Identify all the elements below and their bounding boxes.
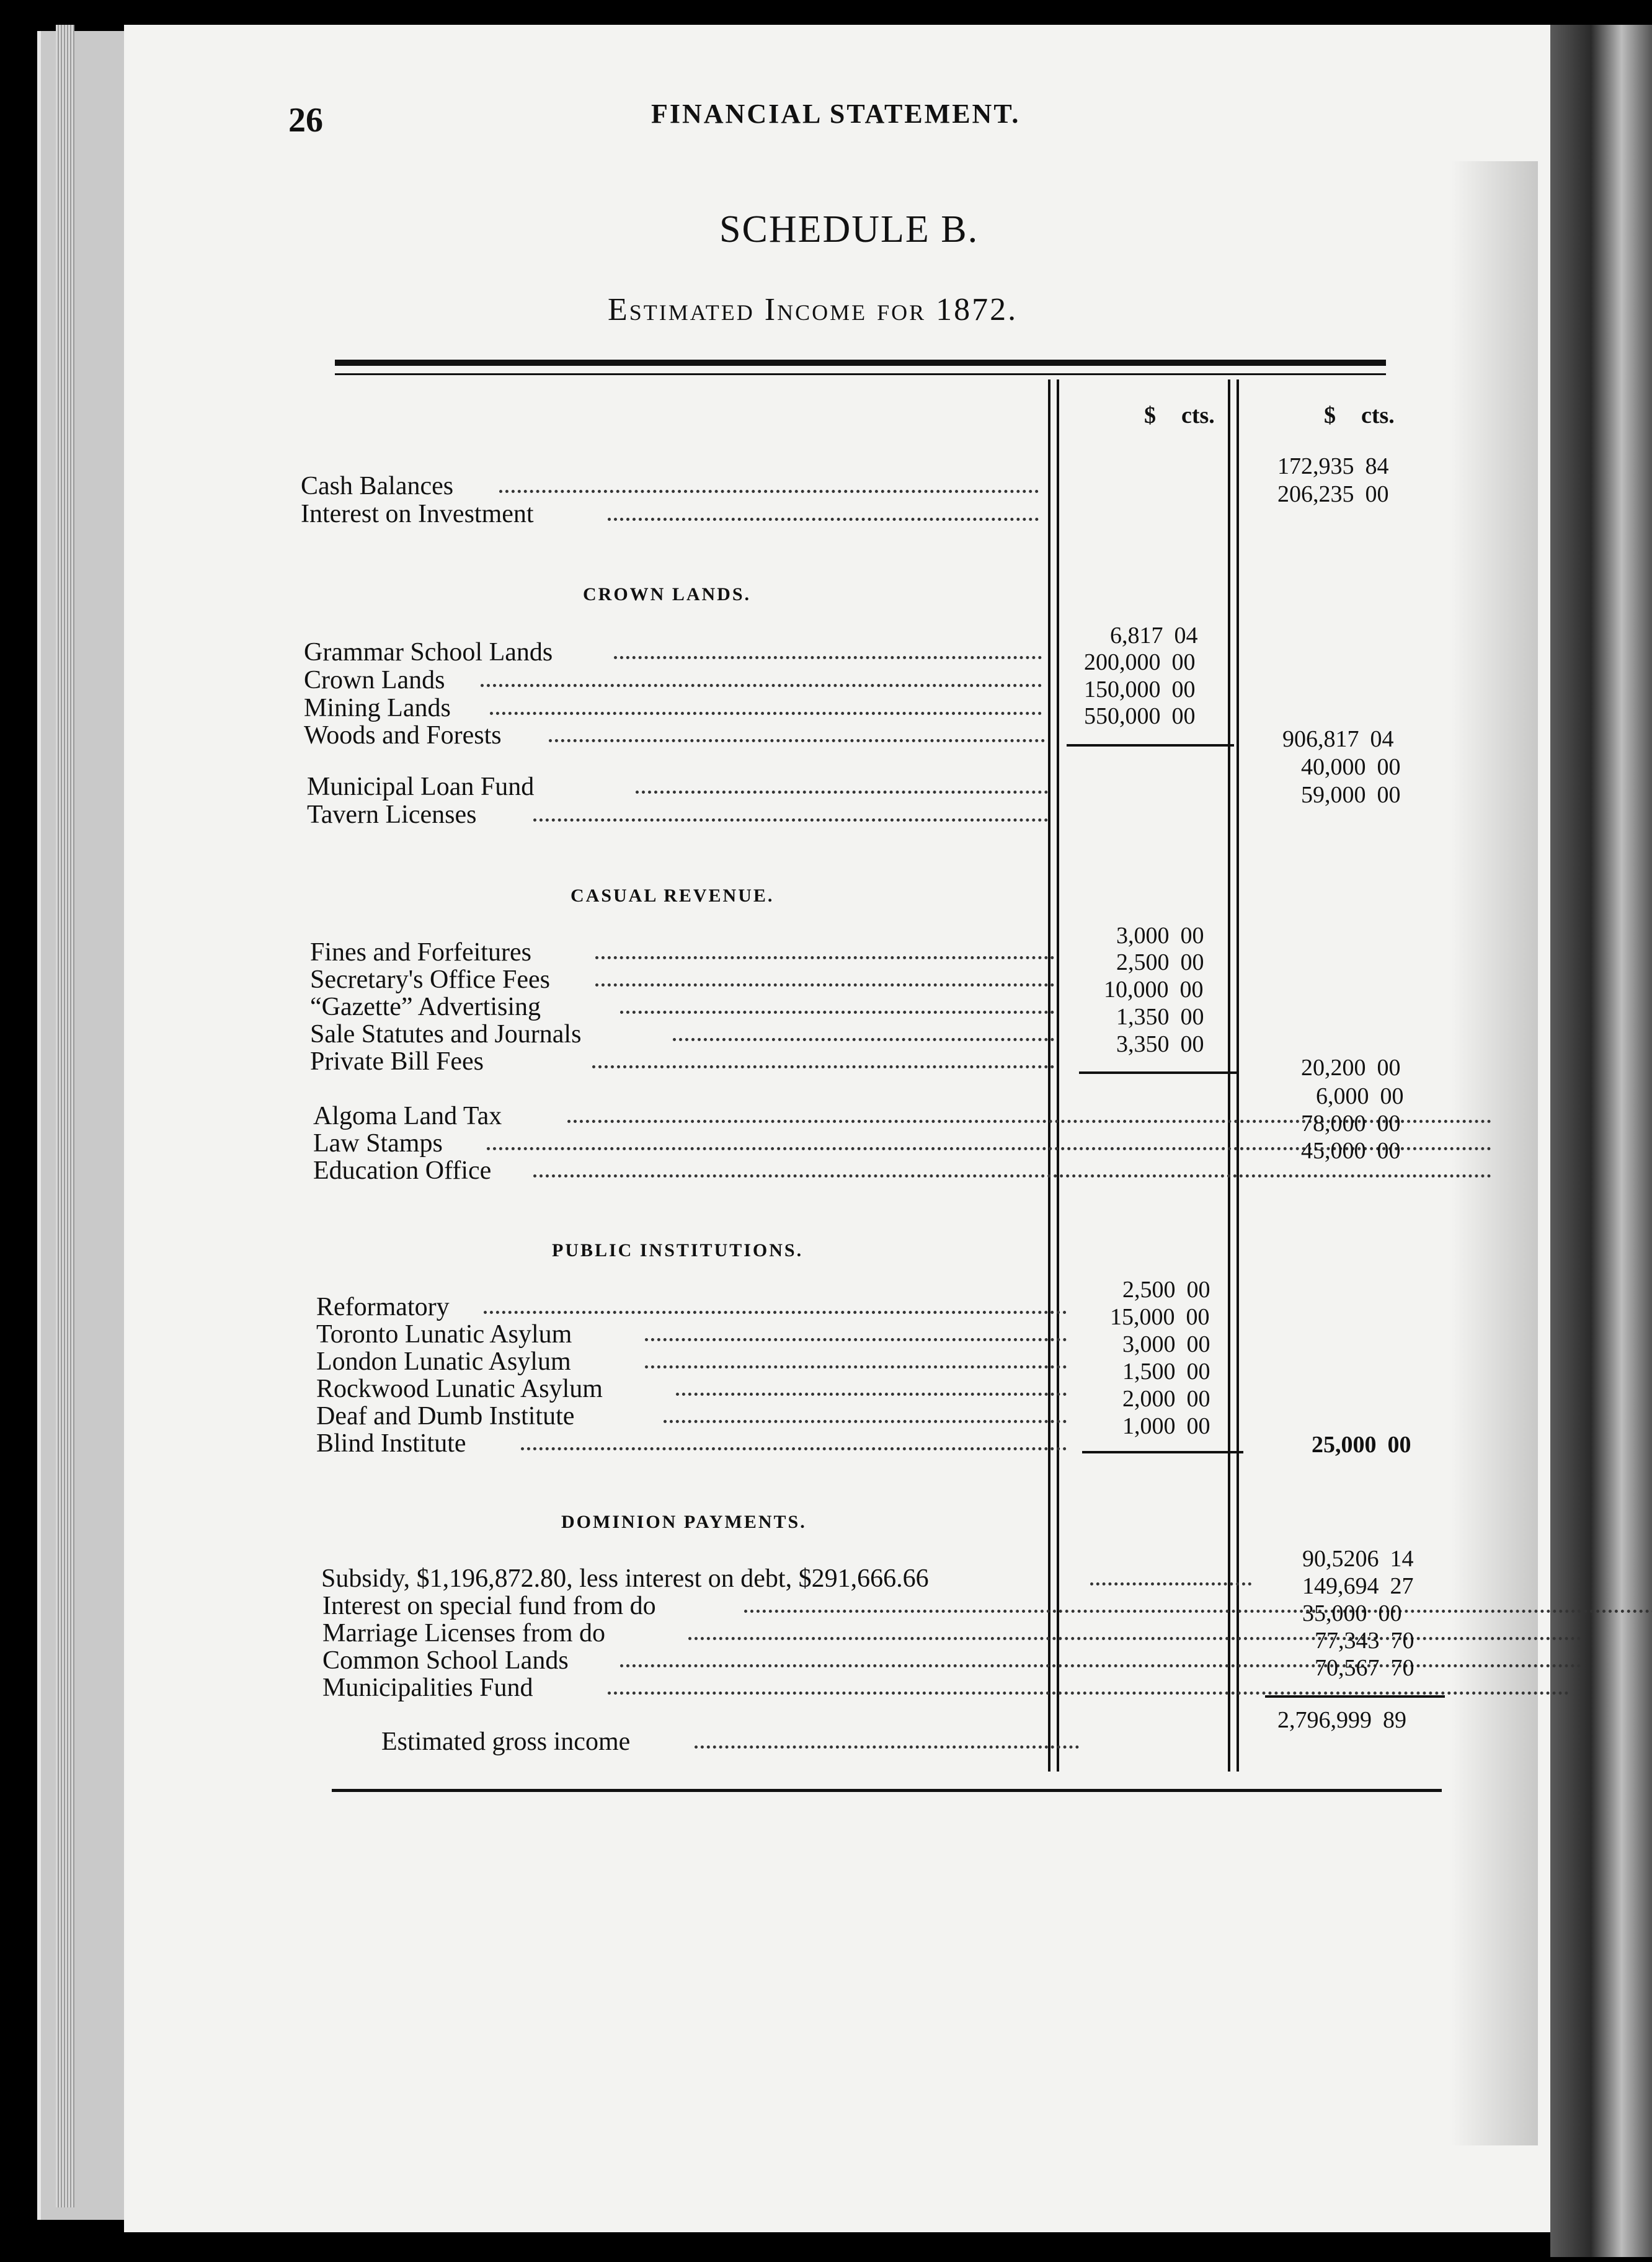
amount-dollars: 1,000 <box>1122 1413 1176 1439</box>
leader-dots <box>499 490 1039 493</box>
total-cents: 00 <box>1365 481 1389 507</box>
row-label: London Lunatic Asylum <box>316 1347 571 1376</box>
gutter-shadow <box>1451 161 1538 2145</box>
amount-cents: 00 <box>1179 977 1204 1003</box>
top-rule-thin <box>335 373 1386 375</box>
amount-cents: 00 <box>1180 949 1204 975</box>
amount-cents: 00 <box>1180 923 1204 949</box>
row-label: Fines and Forfeitures <box>310 938 531 967</box>
col1-dollar-sign: $ <box>1144 402 1156 428</box>
schedule-title: SCHEDULE B. <box>719 208 979 251</box>
amount-dollars: 200,000 <box>1084 649 1161 675</box>
total-tavern-licenses <box>1301 781 1401 809</box>
leader-dots <box>490 712 1042 715</box>
leader-dots <box>533 818 1048 822</box>
row-label: Law Stamps <box>313 1129 443 1158</box>
leader-dots <box>595 983 1054 987</box>
total-dollars: 70,567 <box>1315 1655 1380 1681</box>
leader-dots <box>595 956 1054 959</box>
total-education-office <box>1301 1137 1401 1164</box>
total-cents: 04 <box>1370 726 1394 752</box>
amount-reformatory <box>1122 1276 1210 1303</box>
subtotal-rule-institutions <box>1082 1451 1243 1453</box>
amount-gazette <box>1104 976 1204 1003</box>
row-label: Rockwood Lunatic Asylum <box>316 1375 603 1403</box>
total-dollars: 172,935 <box>1277 453 1354 479</box>
running-title: FINANCIAL STATEMENT. <box>651 99 1021 129</box>
amount-mining-lands <box>1084 676 1196 703</box>
row-label: “Gazette” Advertising <box>310 993 541 1021</box>
total-subsidy <box>1302 1545 1414 1572</box>
leader-dots <box>620 1011 1054 1014</box>
row-label: Common School Lands <box>322 1646 569 1675</box>
amount-blind-institute <box>1122 1413 1210 1440</box>
total-common-school <box>1315 1627 1414 1654</box>
schedule-subtitle <box>608 291 1018 328</box>
amount-cents: 00 <box>1186 1304 1210 1330</box>
leader-dots <box>608 1692 1569 1695</box>
leader-dots <box>533 1174 1491 1178</box>
total-law-stamps <box>1301 1110 1401 1137</box>
amount-dollars: 2,000 <box>1122 1386 1176 1412</box>
total-cents: 00 <box>1378 1600 1402 1626</box>
amount-dollars: 3,350 <box>1116 1031 1170 1057</box>
total-dollars: 6,000 <box>1316 1083 1369 1109</box>
amount-dollars: 6,817 <box>1110 623 1163 649</box>
total-dollars: 149,694 <box>1302 1573 1379 1599</box>
leader-dots <box>673 1038 1054 1041</box>
total-cents: 89 <box>1383 1707 1406 1733</box>
amount-cents: 00 <box>1171 676 1196 703</box>
amount-dollars: 1,500 <box>1122 1359 1176 1385</box>
total-cents: 00 <box>1377 1138 1401 1164</box>
total-dollars: 2,796,999 <box>1277 1707 1372 1733</box>
row-label: Grammar School Lands <box>304 638 553 667</box>
leader-dots <box>744 1610 1652 1613</box>
total-dollars: 45,000 <box>1301 1138 1366 1164</box>
leader-dots <box>608 518 1039 521</box>
total-crown-lands <box>1282 725 1394 753</box>
amount-cents: 00 <box>1180 1004 1204 1030</box>
amount-dollars: 1,350 <box>1116 1004 1170 1030</box>
total-marriage-licenses <box>1302 1600 1402 1627</box>
leader-dots <box>614 656 1042 659</box>
subtotal-rule-crown <box>1067 744 1234 747</box>
row-label: Private Bill Fees <box>310 1047 484 1076</box>
leader-dots <box>676 1393 1067 1396</box>
section-crown-lands: CROWN LANDS. <box>583 584 752 605</box>
total-dollars: 90,5206 <box>1302 1546 1379 1572</box>
amount-dollars: 150,000 <box>1084 676 1161 703</box>
leader-dots <box>481 684 1042 687</box>
row-label: Subsidy, $1,196,872.80, less interest on debt, $291,666.66 <box>321 1564 929 1593</box>
amount-dollars: 2,500 <box>1122 1277 1176 1303</box>
col2-cents-label: cts. <box>1361 402 1395 428</box>
row-label: Education Office <box>313 1156 492 1185</box>
amount-dollars: 550,000 <box>1084 703 1161 729</box>
leader-dots <box>645 1365 1067 1368</box>
amount-toronto-asylum <box>1110 1303 1210 1331</box>
leader-dots <box>1090 1582 1251 1586</box>
total-cents: 00 <box>1380 1083 1404 1109</box>
row-label: Estimated gross income <box>381 1728 631 1756</box>
amount-rockwood-asylum <box>1122 1358 1210 1385</box>
total-cents: 27 <box>1390 1573 1414 1599</box>
total-dollars: 77,343 <box>1315 1628 1380 1654</box>
amount-dollars: 2,500 <box>1116 949 1170 975</box>
total-municipalities-fund <box>1315 1654 1414 1682</box>
row-label: Woods and Forests <box>304 721 502 750</box>
total-interest-special <box>1302 1572 1414 1600</box>
column-rule-2b <box>1237 379 1239 1772</box>
amount-dollars: 15,000 <box>1110 1304 1175 1330</box>
amount-london-asylum <box>1122 1331 1210 1358</box>
total-cents: 14 <box>1390 1546 1414 1572</box>
total-dollars: 40,000 <box>1301 754 1366 780</box>
leader-dots <box>592 1065 1054 1068</box>
total-municipal-loan <box>1301 753 1401 781</box>
column-rule-2a <box>1228 379 1230 1772</box>
amount-sale-statutes <box>1116 1003 1204 1031</box>
total-cash-balances <box>1277 453 1389 480</box>
leader-dots <box>521 1447 1067 1450</box>
column-rule-1b <box>1057 379 1059 1772</box>
section-dominion-payments: DOMINION PAYMENTS. <box>561 1512 807 1532</box>
row-label: Reformatory <box>316 1293 450 1321</box>
row-label: Algoma Land Tax <box>313 1102 502 1130</box>
total-cents: 84 <box>1365 453 1389 479</box>
bottom-rule <box>332 1789 1442 1792</box>
total-cents: 00 <box>1377 1055 1401 1081</box>
leader-dots <box>484 1311 1067 1314</box>
leader-dots <box>695 1745 1079 1749</box>
leader-dots <box>549 739 1045 742</box>
total-dollars: 206,235 <box>1277 481 1354 507</box>
section-casual-revenue: CASUAL REVENUE. <box>571 885 775 906</box>
row-label: Interest on Investment <box>301 500 534 528</box>
amount-cents: 00 <box>1171 649 1196 675</box>
row-label: Municipalities Fund <box>322 1674 533 1702</box>
column-rule-1a <box>1048 379 1050 1772</box>
amount-cents: 00 <box>1186 1277 1210 1303</box>
amount-fines <box>1116 922 1204 949</box>
total-gross-income <box>1277 1706 1406 1734</box>
page-number: 26 <box>288 101 323 140</box>
leader-dots <box>620 1664 1581 1667</box>
row-label: Tavern Licenses <box>307 801 477 829</box>
total-cents: 70 <box>1390 1628 1414 1654</box>
row-label: Toronto Lunatic Asylum <box>316 1320 572 1349</box>
amount-deaf-dumb <box>1122 1385 1210 1413</box>
total-cents: 70 <box>1390 1655 1414 1681</box>
total-dollars: 906,817 <box>1282 726 1359 752</box>
total-dollars: 35,000 <box>1302 1600 1367 1626</box>
row-label: Blind Institute <box>316 1429 466 1458</box>
total-cents: 00 <box>1377 782 1401 808</box>
row-label: Crown Lands <box>304 666 445 694</box>
col1-cents-label: cts. <box>1181 402 1215 428</box>
amount-cents: 00 <box>1180 1031 1204 1057</box>
amount-grammar-school <box>1110 622 1198 649</box>
page-edges <box>56 25 74 2207</box>
total-cents: 00 <box>1377 754 1401 780</box>
row-label: Deaf and Dumb Institute <box>316 1402 575 1430</box>
amount-cents: 00 <box>1186 1331 1210 1357</box>
amount-private-bill <box>1116 1031 1204 1058</box>
amount-woods-forests <box>1084 703 1196 730</box>
leader-dots <box>645 1338 1067 1341</box>
total-cents: 00 <box>1387 1432 1411 1458</box>
amount-cents: 00 <box>1171 703 1196 729</box>
total-public-institutions <box>1312 1431 1411 1458</box>
leader-dots <box>664 1420 1067 1423</box>
row-label: Cash Balances <box>301 472 454 500</box>
row-label: Interest on special fund from do <box>322 1592 656 1620</box>
total-dollars: 78,000 <box>1301 1111 1366 1137</box>
total-dollars: 59,000 <box>1301 782 1366 808</box>
row-label: Sale Statutes and Journals <box>310 1020 582 1049</box>
amount-secretary-fees <box>1116 949 1204 976</box>
leader-dots <box>688 1637 1581 1640</box>
total-interest-investment <box>1277 481 1389 508</box>
grand-total-rule <box>1265 1695 1445 1698</box>
row-label: Mining Lands <box>304 694 451 722</box>
amount-dollars: 10,000 <box>1104 977 1169 1003</box>
total-dollars: 20,200 <box>1301 1055 1366 1081</box>
top-rule <box>335 360 1386 366</box>
amount-cents: 00 <box>1186 1413 1210 1439</box>
subtitle-year: 1872. <box>936 292 1018 327</box>
facing-page-edge <box>1550 25 1652 2257</box>
total-cents: 00 <box>1377 1111 1401 1137</box>
total-dollars: 25,000 <box>1312 1432 1377 1458</box>
subtitle-text: Estimated Income for <box>608 292 926 327</box>
amount-dollars: 3,000 <box>1122 1331 1176 1357</box>
subtotal-rule-casual <box>1079 1071 1237 1074</box>
section-public-institutions: PUBLIC INSTITUTIONS. <box>552 1240 804 1261</box>
amount-cents: 00 <box>1186 1386 1210 1412</box>
total-algoma-tax <box>1316 1083 1404 1110</box>
amount-crown-lands <box>1084 649 1196 676</box>
amount-dollars: 3,000 <box>1116 923 1170 949</box>
amount-cents: 04 <box>1174 623 1198 649</box>
col2-dollar-sign: $ <box>1324 402 1336 428</box>
leader-dots <box>636 791 1048 794</box>
row-label: Secretary's Office Fees <box>310 965 550 994</box>
amount-cents: 00 <box>1186 1359 1210 1385</box>
row-label: Marriage Licenses from do <box>322 1619 605 1648</box>
total-casual-revenue <box>1301 1054 1401 1081</box>
row-label: Municipal Loan Fund <box>307 773 535 801</box>
